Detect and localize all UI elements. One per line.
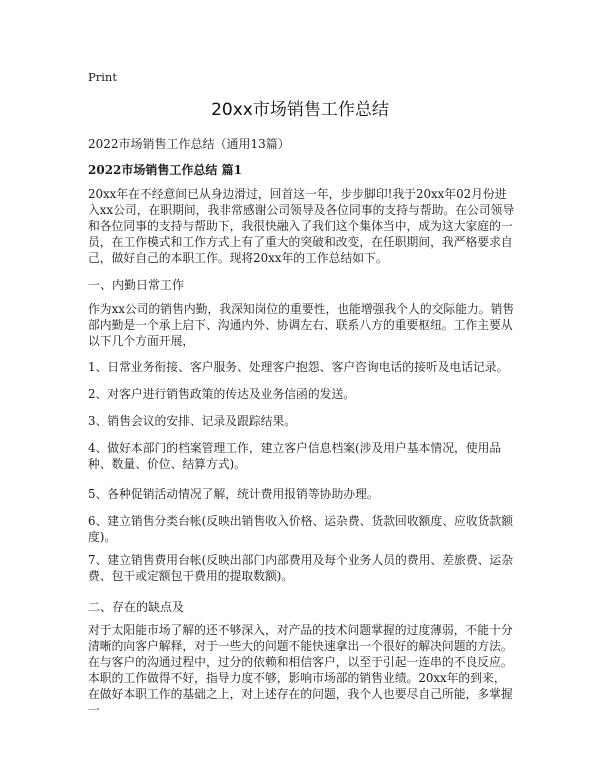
- list-item-7: 7、建立销售费用台帐(反映出部门内部费用及每个业务人员的费用、差旅费、运杂费、包干或定额包干费用的提取数额)。: [88, 553, 514, 583]
- section-title-1: 一、内勤日常工作: [88, 278, 185, 292]
- print-label[interactable]: Print: [88, 70, 117, 84]
- document-subtitle: 2022市场销售工作总结（通用13篇）: [88, 137, 290, 151]
- section-2-paragraph: 对于太阳能市场了解的还不够深入，对产品的技术问题掌握的过度薄弱，不能十分清晰的向客户解释，对于一些大的问题不能快速拿出一个很好的解决问题的方法。在与客户的沟通过程中，过分的依赖和相信客户，以至于引起一连串的不良反应。本职的工作做得不好，指导力度不够，影响市场部的销售业绩。20xx年的到来，在做好本职工作的基础之上，对上述存在的问题，我个人也要尽自己所能，多掌握一: [88, 623, 513, 717]
- list-item-4: 4、做好本部门的档案管理工作，建立客户信息档案(涉及用户基本情况，使用品种、数量、价位、结算方式)。: [88, 441, 502, 471]
- list-item-3: 3、销售会议的安排、记录及跟踪结果。: [88, 414, 297, 428]
- section-1-paragraph: 作为xx公司的销售内勤，我深知岗位的重要性，也能增强我个人的交际能力。销售部内勤是一个承上启下、沟通内外、协调左右、联系八方的重要枢纽。工作主要从以下几个方面开展，: [88, 302, 515, 348]
- document-title: 20xx市场销售工作总结: [211, 100, 389, 120]
- intro-paragraph: 20xx年在不经意间已从身边滑过，回首这一年，步步脚印!我于20xx年02月份进入xx公司，在职期间，我非常感谢公司领导及各位同事的支持与帮助。在公司领导和各位同事的支持与帮助下，我很快融入了我们这个集体当中，成为这大家庭的一员，在工作模式和工作方式上有了重大的突破和改变，在任职期间，我严格要求自己，做好自己的本职工作。现将20xx年的工作总结如下。: [88, 187, 515, 265]
- list-item-6: 6、建立销售分类台帐(反映出销售收入价格、运杂费、货款回收额度、应收货款额度)。: [88, 514, 514, 544]
- section-title-2: 二、存在的缺点及: [88, 600, 185, 614]
- list-item-2: 2、对客户进行销售政策的传达及业务信函的发送。: [88, 387, 356, 401]
- list-item-1: 1、日常业务衔接、客户服务、处理客户抱怨、客户咨询电话的接听及电话记录。: [88, 360, 509, 374]
- section-heading: 2022市场销售工作总结 篇1: [88, 163, 242, 177]
- list-item-5: 5、各种促销活动情况了解，统计费用报销等协助办理。: [88, 487, 379, 501]
